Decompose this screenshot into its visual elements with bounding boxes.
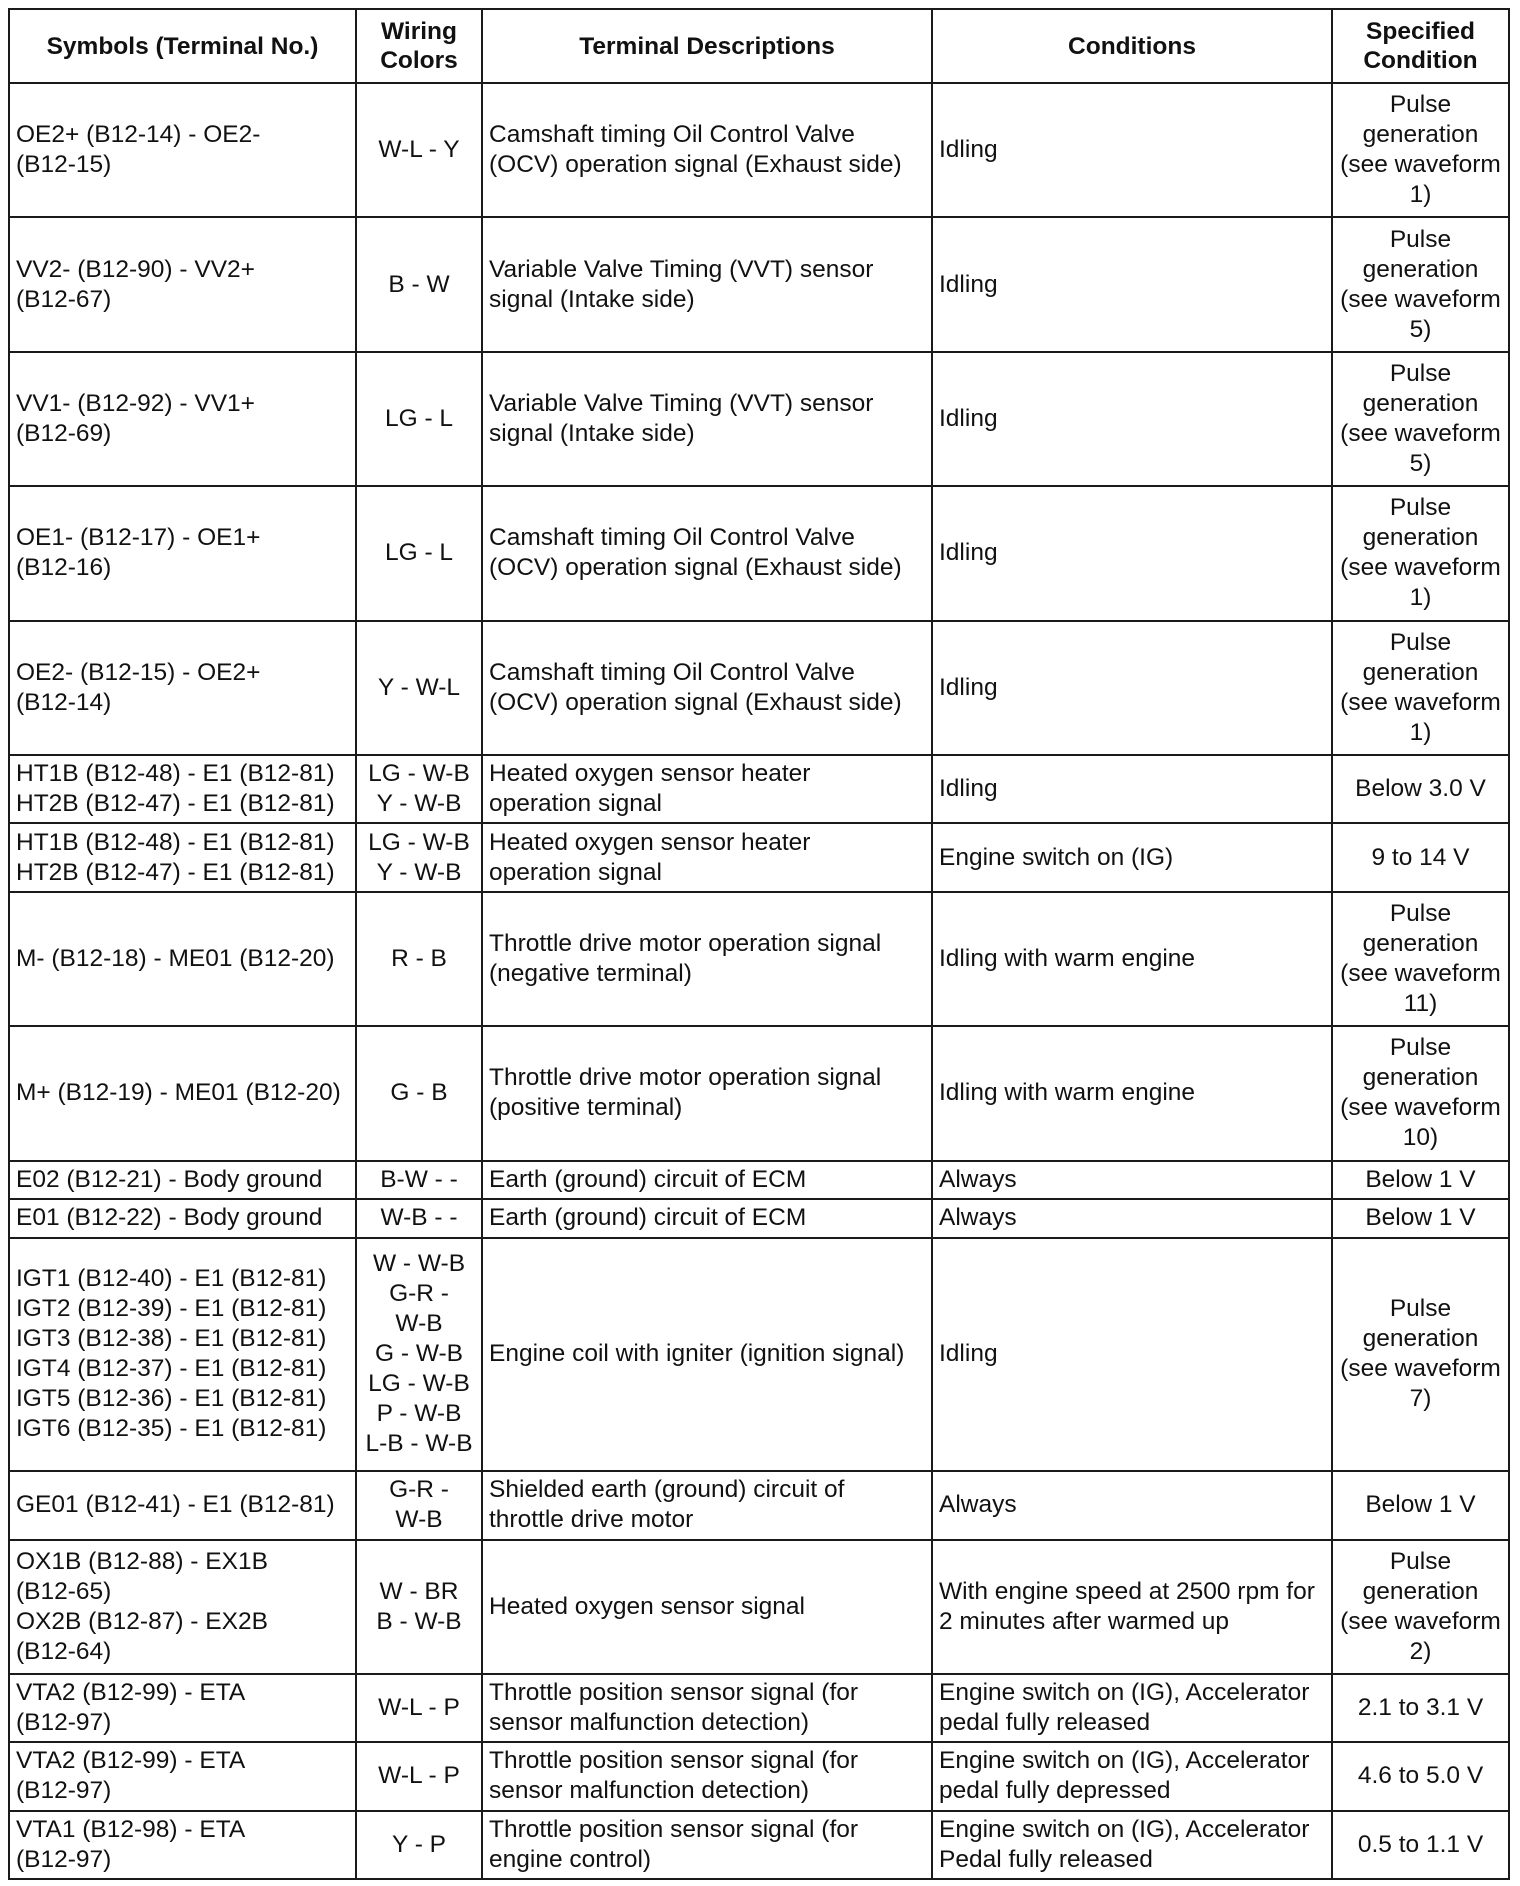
cell-wiring-colors-line: LG - W-B: [368, 828, 470, 856]
cell-terminal-description-line: (positive terminal): [489, 1094, 683, 1122]
cell-specified-condition-line: 1): [1409, 584, 1432, 612]
cell-symbols-line: (B12-97): [16, 1709, 112, 1737]
cell-conditions: [932, 486, 1332, 620]
cell-wiring-colors: [356, 1742, 482, 1810]
table-row: [9, 352, 1509, 486]
cell-terminal-description: [482, 892, 932, 1026]
cell-terminal-description-line: Variable Valve Timing (VVT) sensor: [489, 390, 874, 418]
cell-symbols-line: OE1- (B12-17) - OE1+: [16, 524, 261, 552]
cell-conditions: [932, 217, 1332, 351]
cell-symbols-line: VV1- (B12-92) - VV1+: [16, 390, 255, 418]
cell-symbols-line: VTA1 (B12-98) - ETA: [16, 1815, 246, 1843]
cell-specified-condition: [1332, 1811, 1509, 1879]
cell-specified-condition-line: 9 to 14 V: [1371, 843, 1470, 871]
cell-specified-condition-line: generation: [1362, 1577, 1479, 1605]
cell-symbols-line: (B12-97): [16, 1777, 112, 1805]
cell-symbols-line: OE2+ (B12-14) - OE2-: [16, 121, 261, 149]
cell-symbols: [9, 823, 356, 891]
cell-conditions: [932, 1161, 1332, 1200]
cell-symbols: [9, 621, 356, 755]
cell-specified-condition: [1332, 217, 1509, 351]
cell-conditions: [932, 892, 1332, 1026]
cell-symbols: [9, 352, 356, 486]
cell-conditions: [932, 1674, 1332, 1742]
cell-conditions: [932, 1540, 1332, 1674]
cell-symbols-line: HT2B (B12-47) - E1 (B12-81): [16, 858, 335, 886]
cell-symbols-line: IGT3 (B12-38) - E1 (B12-81): [16, 1325, 327, 1353]
cell-conditions-line: Idling with warm engine: [939, 1079, 1196, 1107]
cell-conditions: [932, 1471, 1332, 1539]
cell-terminal-description: [482, 823, 932, 891]
cell-terminal-description: [482, 1161, 932, 1200]
cell-specified-condition: [1332, 1199, 1509, 1238]
table-row: [9, 486, 1509, 620]
cell-specified-condition-line: generation: [1362, 1325, 1479, 1353]
header-specified-condition: Specified Condition: [1332, 9, 1509, 83]
cell-specified-condition: [1332, 1161, 1509, 1200]
cell-wiring-colors-line: W-B - -: [380, 1204, 458, 1232]
cell-specified-condition: [1332, 755, 1509, 823]
cell-terminal-description-line: Variable Valve Timing (VVT) sensor: [489, 255, 874, 283]
cell-conditions: [932, 1811, 1332, 1879]
header-conditions: Conditions: [932, 9, 1332, 83]
cell-specified-condition: [1332, 1674, 1509, 1742]
cell-symbols-line: IGT6 (B12-35) - E1 (B12-81): [16, 1415, 327, 1443]
cell-conditions: [932, 1026, 1332, 1160]
cell-specified-condition-line: Pulse: [1389, 360, 1452, 388]
cell-specified-condition-line: 7): [1409, 1385, 1432, 1413]
cell-specified-condition: [1332, 621, 1509, 755]
cell-specified-condition-line: Pulse: [1389, 91, 1452, 119]
cell-terminal-description-line: Earth (ground) circuit of ECM: [489, 1165, 807, 1193]
cell-symbols: [9, 1471, 356, 1539]
cell-conditions-line: Engine switch on (IG), Accelerator: [939, 1747, 1310, 1775]
cell-specified-condition-line: (see waveform: [1340, 285, 1501, 313]
ecm-terminal-table: [8, 8, 1510, 1880]
cell-terminal-description-line: Throttle position sensor signal (for: [489, 1747, 859, 1775]
cell-specified-condition-line: (see waveform: [1340, 1607, 1501, 1635]
cell-specified-condition-line: 1): [1409, 718, 1432, 746]
cell-wiring-colors-line: Y - W-B: [376, 790, 462, 818]
cell-symbols-line: (B12-65): [16, 1577, 112, 1605]
cell-symbols-line: E02 (B12-21) - Body ground: [16, 1165, 323, 1193]
cell-specified-condition-line: 2.1 to 3.1 V: [1357, 1694, 1484, 1722]
cell-symbols: [9, 1540, 356, 1674]
cell-terminal-description: [482, 1742, 932, 1810]
cell-specified-condition-line: Pulse: [1389, 628, 1452, 656]
cell-wiring-colors-line: LG - W-B: [368, 760, 470, 788]
cell-wiring-colors-line: W-B: [395, 1506, 443, 1534]
cell-wiring-colors: [356, 486, 482, 620]
cell-conditions-line: Idling: [939, 270, 998, 298]
cell-terminal-description-line: (negative terminal): [489, 959, 692, 987]
cell-specified-condition-line: Below 3.0 V: [1355, 775, 1486, 803]
cell-wiring-colors-line: G - W-B: [374, 1340, 463, 1368]
cell-terminal-description-line: sensor malfunction detection): [489, 1777, 810, 1805]
cell-symbols-line: M+ (B12-19) - ME01 (B12-20): [16, 1079, 341, 1107]
cell-wiring-colors-line: R - B: [391, 944, 447, 972]
cell-wiring-colors: [356, 352, 482, 486]
cell-terminal-description-line: Throttle drive motor operation signal: [489, 1064, 882, 1092]
cell-terminal-description-line: engine control): [489, 1845, 652, 1873]
cell-terminal-description: [482, 621, 932, 755]
cell-specified-condition-line: generation: [1362, 929, 1479, 957]
cell-specified-condition-line: (see waveform: [1340, 959, 1501, 987]
cell-specified-condition-line: 4.6 to 5.0 V: [1357, 1762, 1484, 1790]
cell-symbols-line: IGT1 (B12-40) - E1 (B12-81): [16, 1265, 327, 1293]
cell-symbols-line: VTA2 (B12-99) - ETA: [16, 1679, 246, 1707]
cell-symbols-line: (B12-97): [16, 1845, 112, 1873]
cell-specified-condition-line: generation: [1362, 255, 1479, 283]
cell-terminal-description-line: Camshaft timing Oil Control Valve: [489, 524, 855, 552]
cell-symbols: [9, 1674, 356, 1742]
table-row: [9, 1540, 1509, 1674]
cell-symbols: [9, 486, 356, 620]
cell-symbols-line: IGT4 (B12-37) - E1 (B12-81): [16, 1355, 327, 1383]
cell-specified-condition-line: Pulse: [1389, 225, 1452, 253]
cell-terminal-description-line: signal (Intake side): [489, 420, 695, 448]
cell-terminal-description-line: Shielded earth (ground) circuit of: [489, 1476, 845, 1504]
cell-specified-condition-line: (see waveform: [1340, 151, 1501, 179]
cell-terminal-description-line: sensor malfunction detection): [489, 1709, 810, 1737]
cell-terminal-description-line: Heated oxygen sensor heater: [489, 828, 811, 856]
cell-wiring-colors: [356, 1026, 482, 1160]
cell-wiring-colors: [356, 1199, 482, 1238]
cell-symbols-line: OX1B (B12-88) - EX1B: [16, 1547, 268, 1575]
cell-wiring-colors-line: W-L - Y: [378, 136, 460, 164]
cell-symbols: [9, 1161, 356, 1200]
cell-wiring-colors-line: W-L - P: [378, 1762, 460, 1790]
cell-specified-condition-line: generation: [1362, 1064, 1479, 1092]
cell-symbols-line: HT2B (B12-47) - E1 (B12-81): [16, 790, 335, 818]
cell-wiring-colors-line: G - B: [390, 1079, 448, 1107]
cell-specified-condition-line: Below 1 V: [1365, 1204, 1476, 1232]
cell-terminal-description-line: Camshaft timing Oil Control Valve: [489, 121, 855, 149]
cell-symbols-line: (B12-15): [16, 151, 112, 179]
cell-terminal-description: [482, 1238, 932, 1472]
cell-terminal-description-line: Throttle drive motor operation signal: [489, 929, 882, 957]
cell-specified-condition-line: (see waveform: [1340, 554, 1501, 582]
cell-symbols: [9, 1199, 356, 1238]
cell-symbols-line: OE2- (B12-15) - OE2+: [16, 658, 261, 686]
cell-terminal-description-line: Earth (ground) circuit of ECM: [489, 1204, 807, 1232]
cell-wiring-colors-line: Y - P: [391, 1830, 446, 1858]
cell-terminal-description: [482, 1540, 932, 1674]
cell-wiring-colors-line: W-L - P: [378, 1694, 460, 1722]
cell-conditions-line: 2 minutes after warmed up: [939, 1607, 1230, 1635]
cell-conditions-line: Engine switch on (IG), Accelerator: [939, 1679, 1310, 1707]
cell-wiring-colors: [356, 755, 482, 823]
cell-wiring-colors-line: LG - L: [384, 539, 454, 567]
cell-conditions-line: pedal fully released: [939, 1709, 1151, 1737]
table-row: [9, 892, 1509, 1026]
cell-symbols-line: (B12-64): [16, 1637, 112, 1665]
cell-symbols: [9, 83, 356, 217]
cell-symbols-line: M- (B12-18) - ME01 (B12-20): [16, 944, 335, 972]
cell-specified-condition: [1332, 352, 1509, 486]
cell-conditions-line: Pedal fully released: [939, 1845, 1153, 1873]
cell-symbols-line: (B12-14): [16, 688, 112, 716]
cell-terminal-description: [482, 486, 932, 620]
cell-symbols-line: (B12-67): [16, 285, 112, 313]
cell-terminal-description: [482, 755, 932, 823]
cell-specified-condition: [1332, 1540, 1509, 1674]
cell-symbols: [9, 1811, 356, 1879]
cell-terminal-description-line: (OCV) operation signal (Exhaust side): [489, 688, 902, 716]
cell-symbols-line: (B12-16): [16, 554, 112, 582]
cell-wiring-colors: [356, 1540, 482, 1674]
cell-specified-condition-line: 5): [1409, 315, 1432, 343]
table-row: [9, 1161, 1509, 1200]
cell-terminal-description-line: throttle drive motor: [489, 1506, 694, 1534]
cell-specified-condition-line: generation: [1362, 390, 1479, 418]
cell-terminal-description-line: Heated oxygen sensor heater: [489, 760, 811, 788]
cell-conditions: [932, 352, 1332, 486]
cell-wiring-colors: [356, 83, 482, 217]
cell-specified-condition-line: 0.5 to 1.1 V: [1357, 1830, 1484, 1858]
cell-conditions-line: Idling: [939, 673, 998, 701]
cell-wiring-colors: [356, 1471, 482, 1539]
cell-wiring-colors-line: LG - W-B: [368, 1370, 470, 1398]
cell-specified-condition-line: 5): [1409, 450, 1432, 478]
table-body: [9, 83, 1509, 1879]
table-header: [9, 9, 1509, 83]
cell-terminal-description-line: operation signal: [489, 858, 662, 886]
cell-specified-condition-line: Pulse: [1389, 1034, 1452, 1062]
cell-specified-condition-line: Pulse: [1389, 899, 1452, 927]
cell-wiring-colors-line: W - W-B: [372, 1250, 466, 1278]
cell-symbols-line: HT1B (B12-48) - E1 (B12-81): [16, 828, 335, 856]
cell-conditions: [932, 1742, 1332, 1810]
cell-conditions-line: Engine switch on (IG), Accelerator: [939, 1815, 1310, 1843]
cell-wiring-colors-line: G-R -: [389, 1280, 449, 1308]
cell-specified-condition-line: 1): [1409, 181, 1432, 209]
cell-specified-condition-line: generation: [1362, 121, 1479, 149]
cell-conditions-line: Idling: [939, 1340, 998, 1368]
header-terminal-descriptions: Terminal Descriptions: [482, 9, 932, 83]
table-row: [9, 1199, 1509, 1238]
cell-specified-condition-line: (see waveform: [1340, 1355, 1501, 1383]
cell-wiring-colors-line: B-W - -: [380, 1165, 458, 1193]
cell-terminal-description: [482, 217, 932, 351]
table-row: [9, 1811, 1509, 1879]
cell-terminal-description-line: (OCV) operation signal (Exhaust side): [489, 554, 902, 582]
cell-conditions: [932, 1199, 1332, 1238]
cell-specified-condition-line: 2): [1409, 1637, 1432, 1665]
cell-symbols-line: (B12-69): [16, 420, 112, 448]
cell-specified-condition: [1332, 83, 1509, 217]
cell-specified-condition-line: Pulse: [1389, 494, 1452, 522]
cell-specified-condition: [1332, 1742, 1509, 1810]
cell-symbols: [9, 892, 356, 1026]
cell-conditions-line: Engine switch on (IG): [939, 843, 1174, 871]
cell-specified-condition: [1332, 823, 1509, 891]
cell-conditions-line: Idling: [939, 136, 998, 164]
cell-terminal-description-line: Heated oxygen sensor signal: [489, 1592, 805, 1620]
cell-conditions-line: Always: [939, 1491, 1017, 1519]
cell-conditions-line: Idling with warm engine: [939, 944, 1196, 972]
cell-specified-condition-line: (see waveform: [1340, 688, 1501, 716]
table-row: [9, 1674, 1509, 1742]
cell-wiring-colors-line: L-B - W-B: [365, 1430, 473, 1458]
cell-symbols-line: OX2B (B12-87) - EX2B: [16, 1607, 268, 1635]
cell-wiring-colors: [356, 823, 482, 891]
cell-wiring-colors: [356, 621, 482, 755]
cell-terminal-description-line: signal (Intake side): [489, 285, 695, 313]
cell-symbols: [9, 1238, 356, 1472]
cell-conditions-line: pedal fully depressed: [939, 1777, 1171, 1805]
cell-conditions: [932, 755, 1332, 823]
cell-wiring-colors: [356, 1238, 482, 1472]
cell-terminal-description-line: Camshaft timing Oil Control Valve: [489, 658, 855, 686]
cell-wiring-colors-line: P - W-B: [376, 1400, 462, 1428]
cell-terminal-description-line: operation signal: [489, 790, 662, 818]
table-row: [9, 755, 1509, 823]
cell-wiring-colors: [356, 217, 482, 351]
cell-specified-condition-line: (see waveform: [1340, 420, 1501, 448]
cell-conditions: [932, 83, 1332, 217]
cell-specified-condition-line: (see waveform: [1340, 1094, 1501, 1122]
cell-symbols: [9, 1026, 356, 1160]
header-row: [9, 9, 1509, 83]
cell-specified-condition: [1332, 1026, 1509, 1160]
cell-terminal-description: [482, 1199, 932, 1238]
cell-symbols-line: VV2- (B12-90) - VV2+: [16, 255, 255, 283]
cell-wiring-colors-line: LG - L: [384, 405, 454, 433]
cell-conditions: [932, 823, 1332, 891]
cell-terminal-description: [482, 1026, 932, 1160]
cell-symbols-line: IGT2 (B12-39) - E1 (B12-81): [16, 1295, 327, 1323]
cell-wiring-colors-line: B - W-B: [376, 1607, 462, 1635]
cell-specified-condition: [1332, 1471, 1509, 1539]
cell-terminal-description: [482, 83, 932, 217]
cell-conditions-line: Always: [939, 1204, 1017, 1232]
cell-conditions: [932, 1238, 1332, 1472]
cell-wiring-colors: [356, 1161, 482, 1200]
cell-terminal-description-line: Throttle position sensor signal (for: [489, 1815, 859, 1843]
cell-wiring-colors: [356, 892, 482, 1026]
cell-wiring-colors-line: B - W: [388, 270, 450, 298]
table-row: [9, 1026, 1509, 1160]
cell-wiring-colors-line: Y - W-B: [376, 858, 462, 886]
cell-conditions-line: With engine speed at 2500 rpm for: [939, 1577, 1315, 1605]
table-row: [9, 823, 1509, 891]
header-wiring-colors: Wiring Colors: [356, 9, 482, 83]
cell-wiring-colors-line: W - BR: [379, 1577, 459, 1605]
table-row: [9, 217, 1509, 351]
cell-wiring-colors: [356, 1674, 482, 1742]
cell-wiring-colors-line: Y - W-L: [377, 673, 461, 701]
table-row: [9, 1238, 1509, 1472]
cell-symbols-line: E01 (B12-22) - Body ground: [16, 1204, 323, 1232]
cell-symbols-line: HT1B (B12-48) - E1 (B12-81): [16, 760, 335, 788]
cell-wiring-colors-line: W-B: [395, 1310, 443, 1338]
table-row: [9, 1471, 1509, 1539]
table-row: [9, 621, 1509, 755]
header-symbols: Symbols (Terminal No.): [9, 9, 356, 83]
cell-specified-condition: [1332, 1238, 1509, 1472]
cell-symbols: [9, 755, 356, 823]
cell-symbols: [9, 1742, 356, 1810]
cell-specified-condition-line: Pulse: [1389, 1295, 1452, 1323]
cell-symbols-line: IGT5 (B12-36) - E1 (B12-81): [16, 1385, 327, 1413]
cell-symbols-line: GE01 (B12-41) - E1 (B12-81): [16, 1491, 335, 1519]
cell-terminal-description: [482, 1471, 932, 1539]
cell-specified-condition-line: 11): [1403, 989, 1438, 1017]
cell-conditions: [932, 621, 1332, 755]
cell-specified-condition-line: generation: [1362, 658, 1479, 686]
cell-specified-condition-line: Below 1 V: [1365, 1165, 1476, 1193]
cell-wiring-colors: [356, 1811, 482, 1879]
cell-terminal-description-line: (OCV) operation signal (Exhaust side): [489, 151, 902, 179]
cell-symbols: [9, 217, 356, 351]
cell-conditions-line: Idling: [939, 539, 998, 567]
table-row: [9, 83, 1509, 217]
cell-symbols-line: VTA2 (B12-99) - ETA: [16, 1747, 246, 1775]
cell-specified-condition-line: generation: [1362, 524, 1479, 552]
cell-terminal-description: [482, 1811, 932, 1879]
cell-specified-condition-line: Below 1 V: [1365, 1491, 1476, 1519]
cell-terminal-description: [482, 352, 932, 486]
cell-conditions-line: Idling: [939, 775, 998, 803]
cell-conditions-line: Idling: [939, 405, 998, 433]
cell-terminal-description: [482, 1674, 932, 1742]
cell-specified-condition-line: 10): [1402, 1124, 1439, 1152]
table-row: [9, 1742, 1509, 1810]
cell-specified-condition: [1332, 892, 1509, 1026]
terminal-spec-table-container: [8, 8, 1508, 1880]
cell-wiring-colors-line: G-R -: [389, 1476, 449, 1504]
cell-conditions-line: Always: [939, 1165, 1017, 1193]
cell-specified-condition-line: Pulse: [1389, 1547, 1452, 1575]
cell-terminal-description-line: Engine coil with igniter (ignition signal): [489, 1340, 905, 1368]
cell-specified-condition: [1332, 486, 1509, 620]
cell-terminal-description-line: Throttle position sensor signal (for: [489, 1679, 859, 1707]
